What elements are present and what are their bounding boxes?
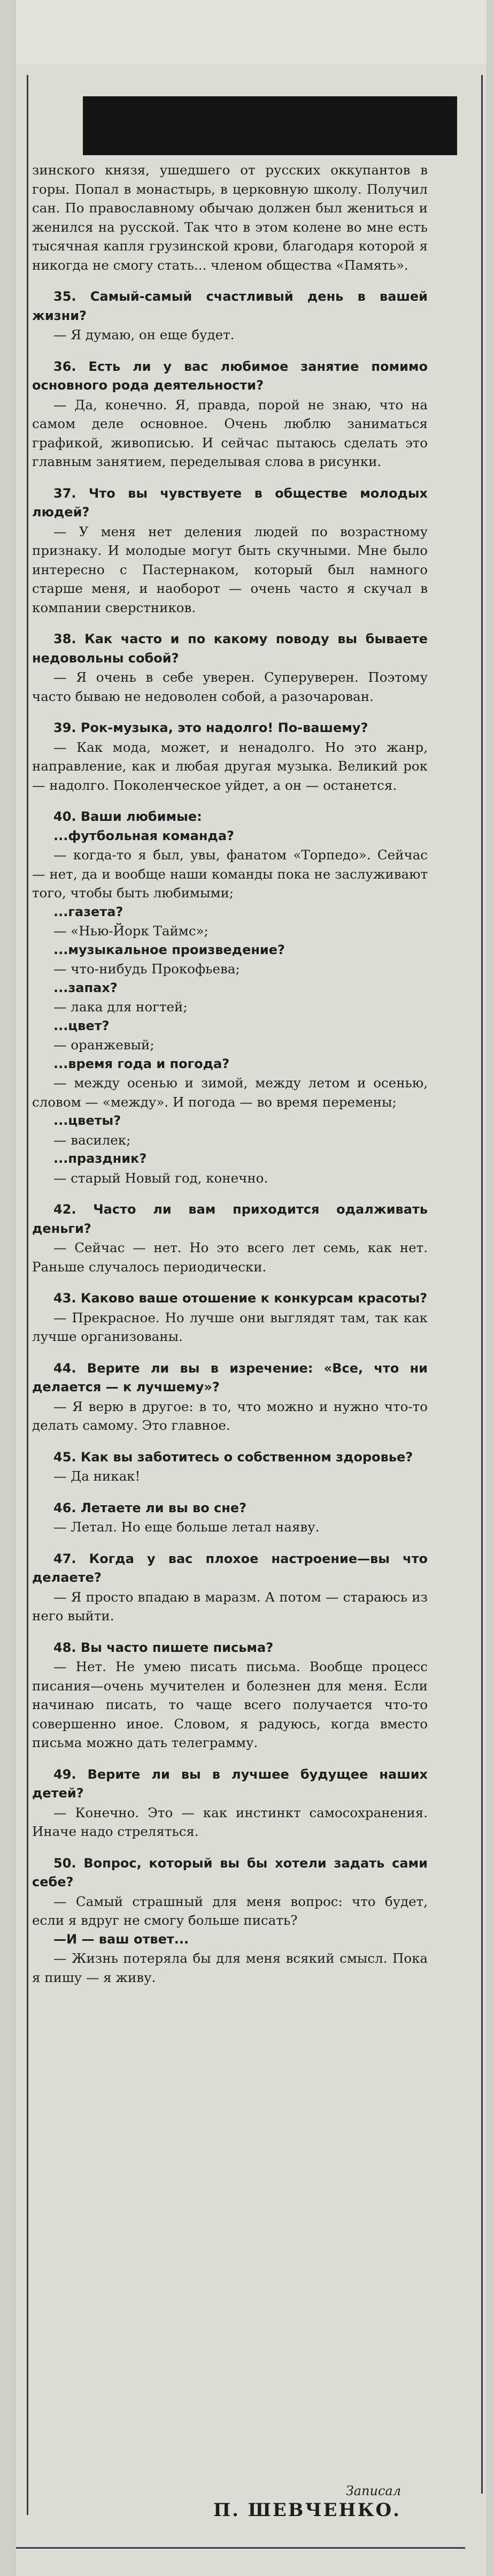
q40-answer: — старый Новый год, конечно. [53,1170,268,1186]
q40-answer: — василек; [53,1132,131,1148]
question: 46. Летаете ли вы во сне? [53,1500,247,1515]
answer: — Сейчас — нет. Но это всего лет семь, как нет. Раньше случалось периодически. [32,1240,428,1275]
q40-block [32,807,428,1187]
signature-name: П. ШЕВЧЕНКО. [213,2499,401,2521]
q40-subquestion: ...время года и погода? [53,1056,230,1071]
answer-50-part-1: — Самый страшный для меня вопрос: что будет, если я вдруг не смогу больше писать? [32,1893,428,1928]
question: 44. Верите ли вы в изречение: «Все, что ни делается — к лучшему»? [32,1360,428,1394]
q40-subquestion: ...газета? [53,904,124,919]
q50-block [32,1854,428,1987]
answer-50-subhead: —И — ваш ответ... [53,1931,189,1947]
question: 48. Вы часто пишете письма? [53,1640,274,1655]
question-40: 40. Ваши любимые: [53,809,202,824]
answer: — Да, конечно. Я, правда, порой не знаю, что на самом деле основное. Очень люблю заниматься графикой, живописью. И сейчас пытаюсь сделать это главным занятием, переделывая слова в рисунки. [32,397,428,469]
answer: — Я верю в другое: в то, что можно и нужно что-то делать самому. Это главное. [32,1398,428,1433]
question: 36. Есть ли у вас любимое занятие помимо основного рода деятельности? [32,359,428,393]
q40-answer: — между осенью и зимой, между летом и осенью, словом — «между». И погода — во время перемены; [32,1075,428,1110]
q40-subquestion: ...запах? [53,980,118,995]
answer: — Нет. Не умею писать письма. Вообще процесс писания—очень мучителен и болезнен для меня. Если начинаю писать, то чаще всего получается что-то совершенно иное. Словом, я радуюсь, когда вместо письма можно дать телеграмму. [32,1659,428,1750]
signature-credit: Записал [345,2483,401,2498]
answer: — Я просто впадаю в маразм. А потом — стараюсь из него выйти. [32,1589,428,1624]
answer: — Конечно. Это — как инстинкт самосохранения. Иначе надо стреляться. [32,1804,428,1839]
intro-paragraph: зинского князя, ушедшего от русских оккупантов в горы. Попал в монастырь, в церковную школу. Получил сан. По православному обычаю должен был жениться и женился на русской. Так что в этом колене во мне есть тысячная капля грузинской крови, благодаря которой я никогда не смогу стать... членом общества «Память». [32,162,428,273]
q40-answer: — «Нью-Йорк Таймс»; [53,923,209,939]
question: 42. Часто ли вам приходится одалживать деньги? [32,1202,428,1236]
answer: — Прекрасное. Но лучше они выглядят там, так как лучше организованы. [32,1309,428,1344]
article-column [32,161,428,1987]
signature [160,2483,401,2521]
question: 37. Что вы чувствуете в обществе молодых людей? [32,485,428,520]
q40-subquestion: ...цвет? [53,1018,110,1033]
qa-block-1 [32,287,428,807]
question: 38. Как часто и по какому поводу вы бываете недовольны собой? [32,631,428,666]
question: 47. Когда у вас плохое настроение—вы что делаете? [32,1551,428,1585]
question: 45. Как вы заботитесь о собственном здоровье? [53,1449,413,1465]
answer: — Да никак! [53,1468,141,1484]
question: 43. Каково ваше отошение к конкурсам красоты? [53,1291,428,1306]
q40-subquestion: ...цветы? [53,1113,121,1128]
bottom-rule [16,2547,465,2549]
qa-block-2 [32,1200,428,1854]
q40-subquestion: ...праздник? [53,1151,147,1166]
question: 49. Верите ли вы в лучшее будущее наших детей? [32,1766,428,1801]
left-column-rule [27,75,28,2515]
answer-50-part-2: — Жизнь потеряла бы для меня всякий смысл. Пока я пишу — я живу. [32,1950,428,1985]
answer: — Летал. Но еще больше летал наяву. [53,1519,320,1535]
header-black-bar [83,96,457,155]
answer: — Я думаю, он еще будет. [53,327,235,342]
q40-items [32,827,428,1188]
answer: — Я очень в себе уверен. Суперуверен. Поэтому часто бываю не недоволен собой, а разочарован. [32,669,428,704]
answer: — У меня нет деления людей по возрастному признаку. И молодые могут быть скучными. Мне было интересно с Пастернаком, который был намного старше меня, и наоборот — очень часто я скучал в компании сверстников. [32,523,428,615]
q40-subquestion: ...футбольная команда? [53,828,234,843]
q40-subquestion: ...музыкальное произведение? [53,942,285,957]
question-50: 50. Вопрос, который вы бы хотели задать сами себе? [32,1855,428,1889]
top-margin [16,0,487,64]
question: 35. Самый-самый счастливый день в вашей жизни? [32,289,428,323]
right-column-rule [481,75,483,2494]
answer: — Как мода, может, и ненадолго. Но это жанр, направление, как и любая другая музыка. Великий рок — надолго. Поколенческое уйдет, а он — останется. [32,739,428,793]
q40-answer: — лака для ногтей; [53,999,188,1015]
q40-answer: — когда-то я был, увы, фанатом «Торпедо». Сейчас — нет, да и вообще наши команды пока не заслуживают того, чтобы быть любимыми; [32,847,428,901]
q40-answer: — что-нибудь Прокофьева; [53,961,240,977]
question: 39. Рок-музыка, это надолго! По-вашему? [53,720,368,735]
q40-answer: — оранжевый; [53,1037,155,1053]
